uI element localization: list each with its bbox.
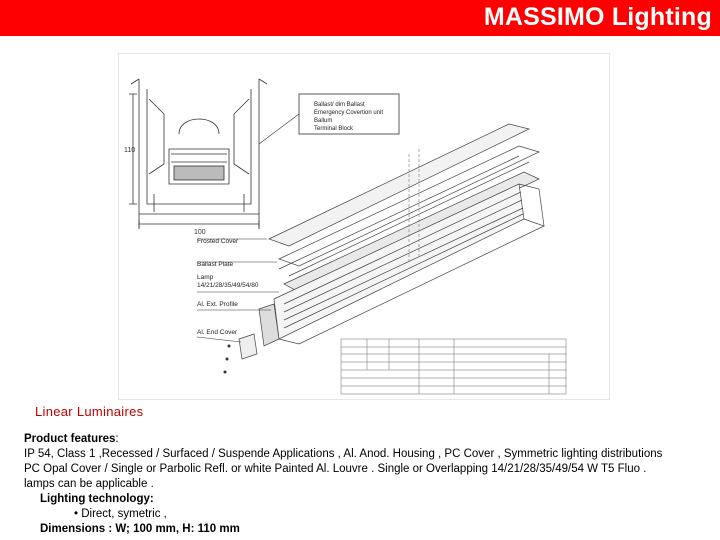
features-heading-row: [24, 432, 714, 447]
label-frosted-cover: Frosted Cover: [197, 238, 239, 245]
drawing-svg: [119, 54, 609, 399]
callout-line-3: Ballum: [314, 118, 333, 124]
product-features: [24, 432, 714, 537]
features-heading-colon: :: [115, 433, 119, 445]
tech-heading: Lighting technology:: [40, 493, 154, 505]
dimensions-row: [24, 522, 714, 537]
brand-title: MASSIMO Lighting: [483, 3, 712, 31]
callout-line-2: Emergency Covertion unit: [314, 110, 384, 116]
title-block: [341, 339, 566, 394]
label-al-ext-profile: Al. Ext. Profile: [197, 301, 238, 308]
features-line-1: IP 54, Class 1 ,Recessed / Surfaced / Suspende Applications , Al. Anod. Housing , PC Cover , Symmetric lighting distributions: [24, 448, 663, 460]
callout-line-4: Terminal Block: [314, 126, 354, 132]
label-lamp: Lamp: [197, 274, 214, 281]
features-line-2: PC Opal Cover / Single or Parbolic Refl. or white Painted Al. Louvre . Single or Overlapping 14/21/28/35/49/54 W T5 Fluo .: [24, 463, 647, 475]
dim-height-label: 110: [124, 147, 136, 154]
label-al-end-cover: Al. End Cover: [197, 329, 238, 336]
exploded-profile: [239, 124, 544, 359]
features-line-3: lamps can be applicable .: [24, 478, 154, 490]
cross-section: [131, 79, 267, 229]
tech-item: • Direct, symetric ,: [74, 508, 167, 520]
dimensions-text: Dimensions : W; 100 mm, H: 110 mm: [40, 523, 240, 535]
features-heading: Product features: [24, 433, 116, 445]
technical-drawing: [118, 53, 610, 400]
label-ballast-plate: Ballast Plate: [197, 261, 234, 268]
dim-width-label: 100: [194, 229, 206, 236]
header-bar: [0, 0, 720, 36]
screw-icons: [224, 345, 231, 374]
label-lamp-watts: 14/21/28/35/49/54/80: [197, 282, 259, 289]
caption-linear-luminaires: Linear Luminaires: [35, 404, 144, 419]
callout-line-1: Ballast/ dim Ballast: [314, 102, 365, 108]
tech-heading-row: [24, 492, 714, 507]
